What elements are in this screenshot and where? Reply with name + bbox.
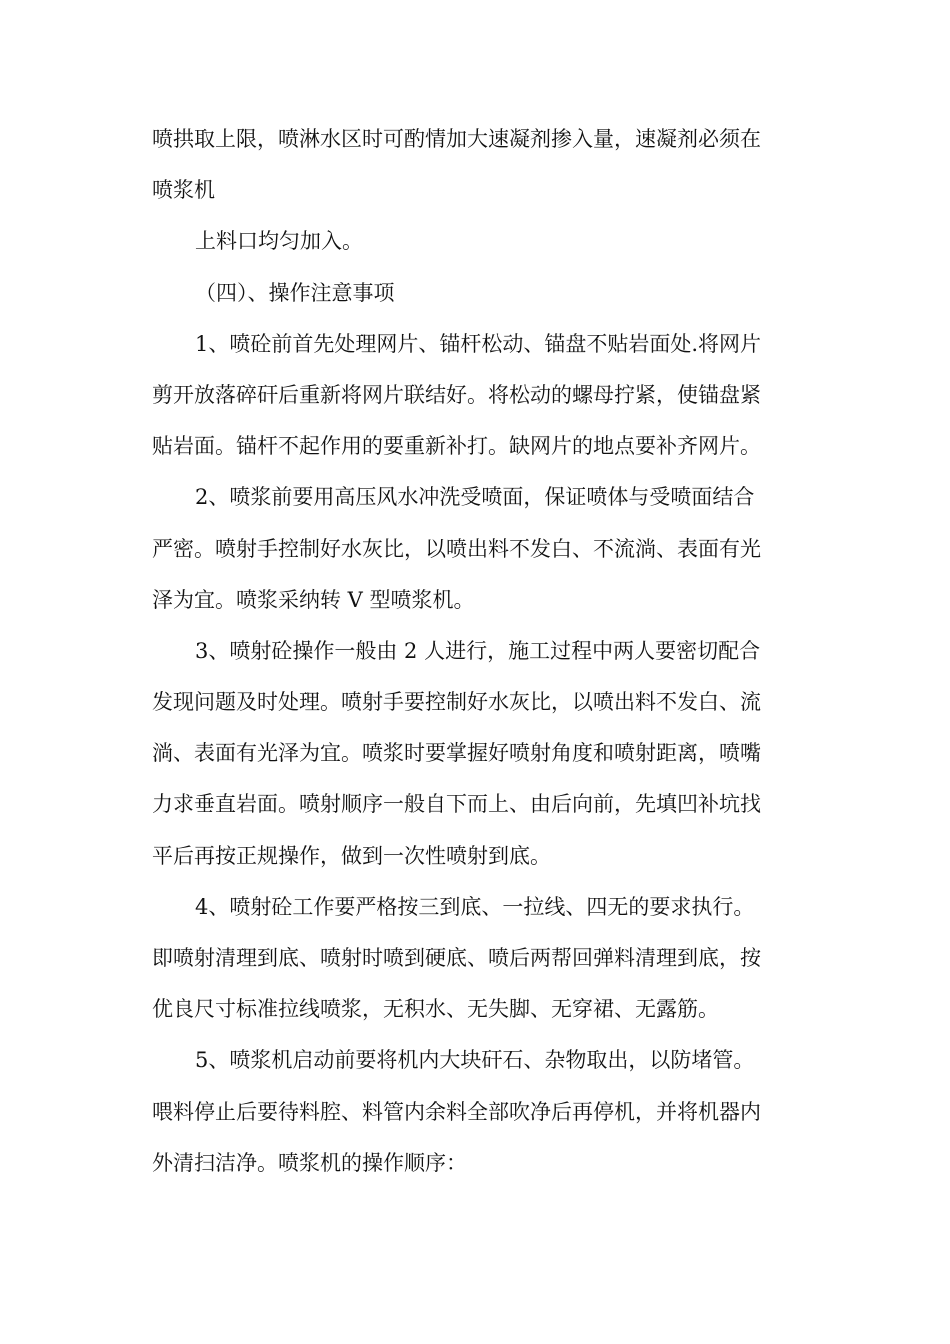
text-line: 上料口均匀加入。 xyxy=(195,229,363,254)
text-line: 淌、表面有光泽为宜。喷浆时要掌握好喷射角度和喷射距离，喷嘴 xyxy=(152,741,761,766)
text-line: 平后再按正规操作，做到一次性喷射到底。 xyxy=(152,843,551,868)
text-line: 优良尺寸标准拉线喷浆，无积水、无失脚、无穿裙、无露筋。 xyxy=(152,997,719,1022)
text-line: 喷浆机 xyxy=(152,178,215,203)
text-line: （四）、操作注意事项 xyxy=(195,280,395,305)
text-line: 泽为宜。喷浆采纳转 V 型喷浆机。 xyxy=(152,587,475,612)
text-line: 贴岩面。锚杆不起作用的要重新补打。缺网片的地点要补齐网片。 xyxy=(152,434,761,459)
text-line: 剪开放落碎矸后重新将网片联结好。将松动的螺母拧紧，使锚盘紧 xyxy=(152,382,761,407)
text-line: 3、喷射砼操作一般由 2 人进行，施工过程中两人要密切配合 xyxy=(195,638,761,663)
text-line: 5、喷浆机启动前要将机内大块矸石、杂物取出，以防堵管。 xyxy=(195,1048,755,1073)
document-body xyxy=(152,114,802,1189)
text-line: 严密。喷射手控制好水灰比，以喷出料不发白、不流淌、表面有光 xyxy=(152,536,761,561)
text-line: 喂料停止后要待料腔、料管内余料全部吹净后再停机，并将机器内 xyxy=(152,1099,761,1124)
text-line: 喷拱取上限，喷淋水区时可酌情加大速凝剂掺入量，速凝剂必须在 xyxy=(152,127,761,151)
text-line: 即喷射清理到底、喷射时喷到硬底、喷后两帮回弹料清理到底，按 xyxy=(152,946,761,970)
text-line: 力求垂直岩面。喷射顺序一般自下而上、由后向前，先填凹补坑找 xyxy=(152,792,761,817)
text-line: 发现问题及时处理。喷射手要控制好水灰比，以喷出料不发白、流 xyxy=(152,690,761,715)
text-line: 外清扫洁净。喷浆机的操作顺序： xyxy=(152,1150,467,1175)
text-line: 2、喷浆前要用高压风水冲洗受喷面，保证喷体与受喷面结合 xyxy=(195,485,755,510)
text-line: 1、喷砼前首先处理网片、锚杆松动、锚盘不贴岩面处.将网片 xyxy=(195,331,762,356)
text-line: 4、喷射砼工作要严格按三到底、一拉线、四无的要求执行。 xyxy=(195,894,755,919)
